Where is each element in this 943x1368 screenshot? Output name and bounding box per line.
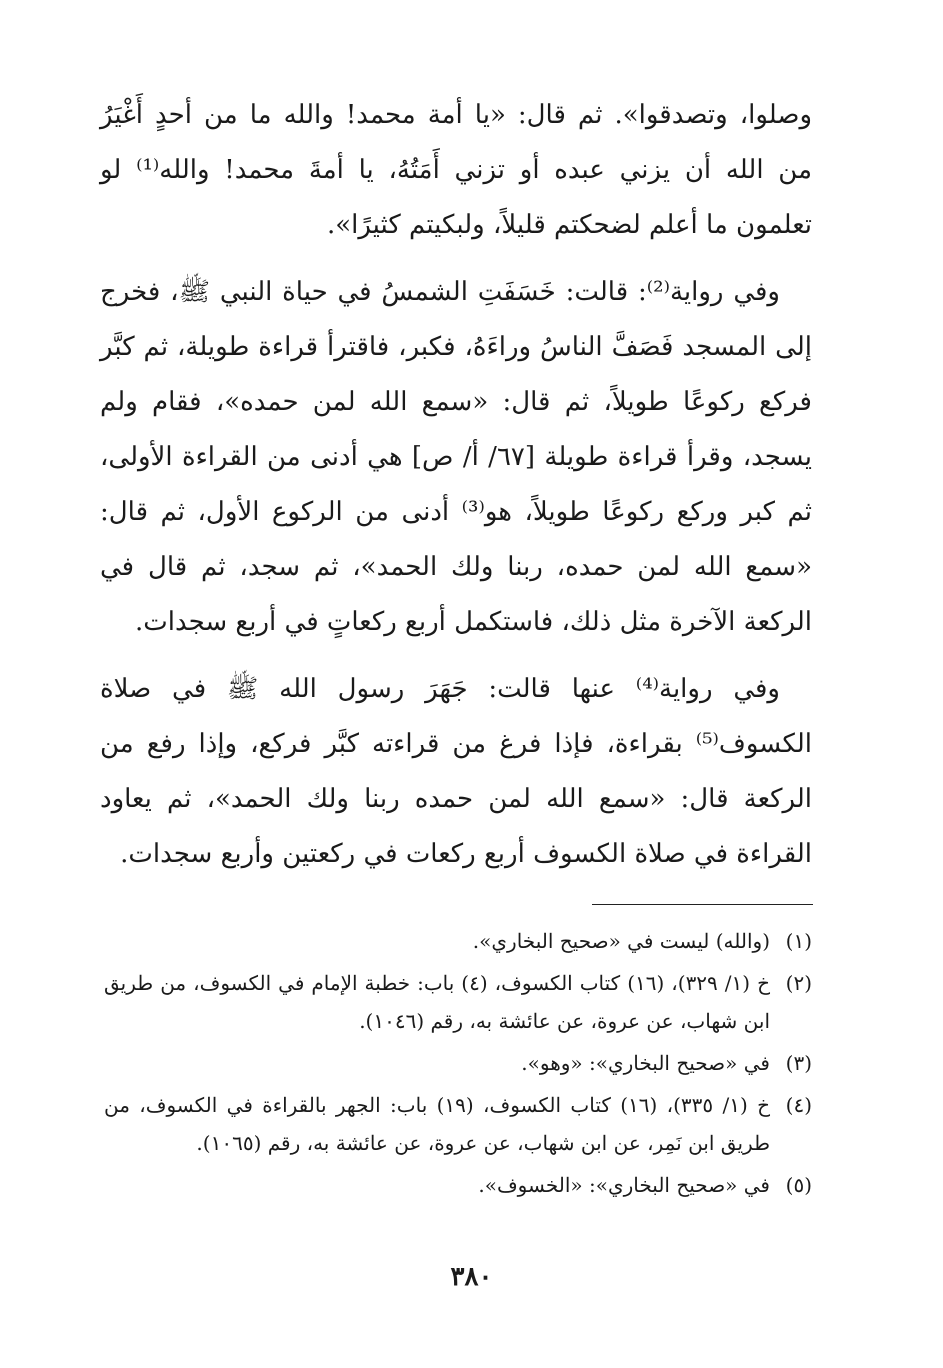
page-number: ٣٨٠ bbox=[450, 1262, 493, 1292]
footnote-text: خ (١/ ٣٢٩)، (١٦) كتاب الكسوف، (٤) باب: خطبة الإمام في الكسوف، من طريق ابن شهاب، عن عروة، عن عائشة به، رقم (١٠٤٦). bbox=[104, 971, 771, 1033]
paragraph-2: وفي رواية⁽²⁾: قالت: خَسَفَتِ الشمسُ في حياة النبي ﷺ، فخرج إلى المسجد فَصَفَّ الناسُ وراءَهُ، فكبر، فاقترأ قراءة طويلة، ثم كبَّر فركع ركوعًا طويلاً، ثم قال: «سمع الله لمن حمده»، فقام ولم يسجد، وقرأ قراءة طويلة [٦٧/ أ/ ص] هي أدنى من القراءة الأولى، ثم كبر وركع ركوعًا طويلاً، هو⁽³⁾ أدنى من الركوع الأول، ثم قال: «سمع الله لمن حمده، ربنا ولك الحمد»، ثم سجد، ثم قال في الركعة الآخرة مثل ذلك، فاستكمل أربع ركعاتٍ في أربع سجدات. bbox=[100, 277, 813, 637]
paragraph-1: وصلوا، وتصدقوا». ثم قال: «يا أمة محمد! والله ما من أحدٍ أَغْيَرُ من الله أن يزني عبده أو تزني أَمَتُهُ، يا أمةَ محمد! والله⁽¹⁾ لو تعلمون ما أعلم لضحكتم قليلاً، ولبكيتم كثيرًا». bbox=[100, 100, 812, 240]
footnote-5 bbox=[104, 1166, 812, 1204]
footnote-number: (١) bbox=[785, 929, 812, 953]
footnote-text: (والله) ليست في «صحيح البخاري». bbox=[472, 929, 770, 953]
footnote-number: (٤) bbox=[785, 1093, 812, 1117]
footnote-text: في «صحيح البخاري»: «وهو». bbox=[521, 1051, 770, 1075]
footnote-text: خ (١/ ٣٣٥)، (١٦) كتاب الكسوف، (١٩) باب: الجهر بالقراءة في الكسوف، من طريق ابن نَمِر، عن ابن شهاب، عن عروة، عن عائشة به، رقم (١٠٦٥). bbox=[104, 1093, 770, 1155]
footnote-number: (٥) bbox=[785, 1173, 812, 1197]
footnote-number: (٣) bbox=[785, 1051, 812, 1075]
footnote-4 bbox=[104, 1086, 812, 1162]
footnote-text: في «صحيح البخاري»: «الخسوف». bbox=[478, 1173, 770, 1197]
paragraph-3: وفي رواية⁽⁴⁾ عنها قالت: جَهَرَ رسول الله ﷺ في صلاة الكسوف⁽⁵⁾ بقراءة، فإذا فرغ من قراءته كبَّر فركع، وإذا رفع من الركعة قال: «سمع الله لمن حمده ربنا ولك الحمد»، ثم يعاود القراءة في صلاة الكسوف أربع ركعات في ركعتين وأربع سجدات. bbox=[100, 674, 812, 869]
footnote-divider bbox=[592, 904, 813, 905]
footnotes-list bbox=[104, 922, 812, 1208]
footnote-3 bbox=[104, 1044, 812, 1082]
footnote-2 bbox=[104, 964, 812, 1040]
footnote-1 bbox=[104, 922, 812, 960]
main-text bbox=[100, 88, 812, 882]
footnote-number: (٢) bbox=[785, 971, 812, 995]
